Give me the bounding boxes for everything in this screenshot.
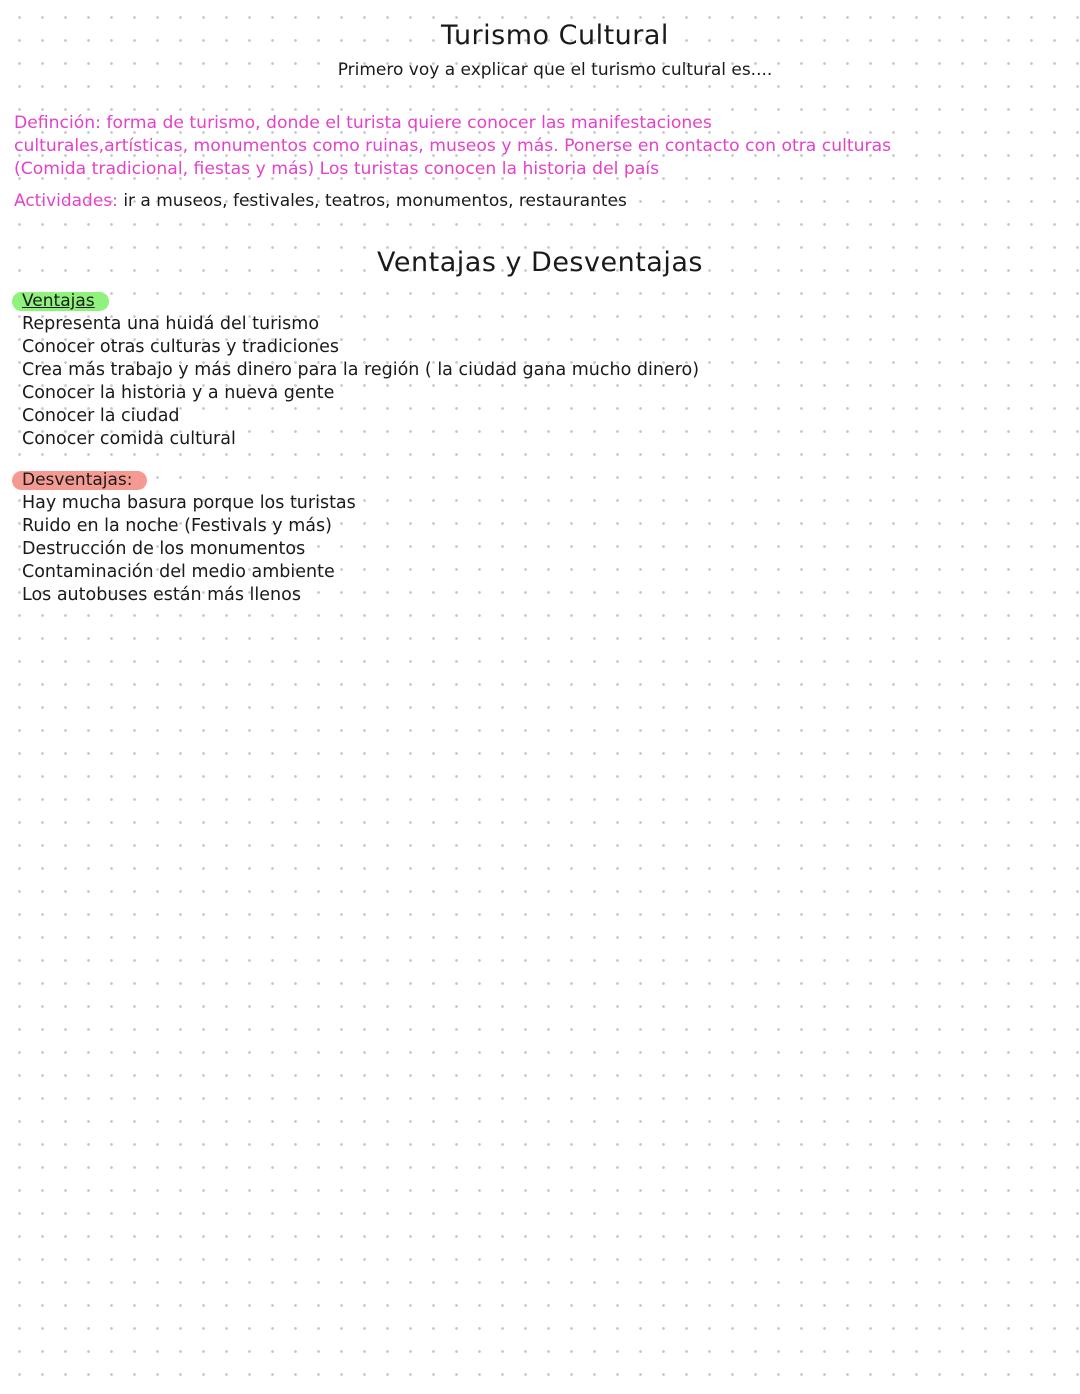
ventajas-item: Representa una huidá del turismo <box>22 314 320 334</box>
ventajas-item: Conocer la historia y a nueva gente <box>22 383 335 403</box>
definition-line: culturales,artísticas, monumentos como ruinas, museos y más. Ponerse en contacto con otra culturas <box>14 136 892 156</box>
ventajas-item: Conocer otras culturas y tradiciones <box>22 337 339 357</box>
ventajas-list <box>22 313 699 451</box>
desventajas-item: Contaminación del medio ambiente <box>22 562 335 582</box>
desventajas-item: Destrucción de los monumentos <box>22 539 306 559</box>
desventajas-item: Hay mucha basura porque los turistas <box>22 493 356 513</box>
activities-line <box>14 191 627 211</box>
desventajas-heading: Desventajas: <box>12 471 147 490</box>
ventajas-item: Conocer comida cultural <box>22 429 236 449</box>
ventajas-item: Crea más trabajo y más dinero para la región ( la ciudad gana mucho dinero) <box>22 360 700 380</box>
page-title: Turismo Cultural <box>441 20 669 51</box>
activities-label: Actividades: <box>14 191 118 211</box>
ventajas-heading: Ventajas <box>12 292 109 311</box>
desventajas-item: Ruido en la noche (Festivals y más) <box>22 516 332 536</box>
activities-text: ir a museos, festivales, teatros, monumentos, restaurantes <box>123 191 627 211</box>
section-title: Ventajas y Desventajas <box>377 247 703 278</box>
definition-line: (Comida tradicional, fiestas y más) Los turistas conocen la historia del país <box>14 159 660 179</box>
definition-line: Definción: forma de turismo, donde el turista quiere conocer las manifestaciones <box>14 113 712 133</box>
definition-paragraph <box>14 112 1076 181</box>
ventajas-item: Conocer la ciudad <box>22 406 180 426</box>
desventajas-list <box>22 492 356 607</box>
desventajas-item: Los autobuses están más llenos <box>22 585 301 605</box>
page-subtitle: Primero voy a explicar que el turismo cultural es.... <box>337 60 773 80</box>
